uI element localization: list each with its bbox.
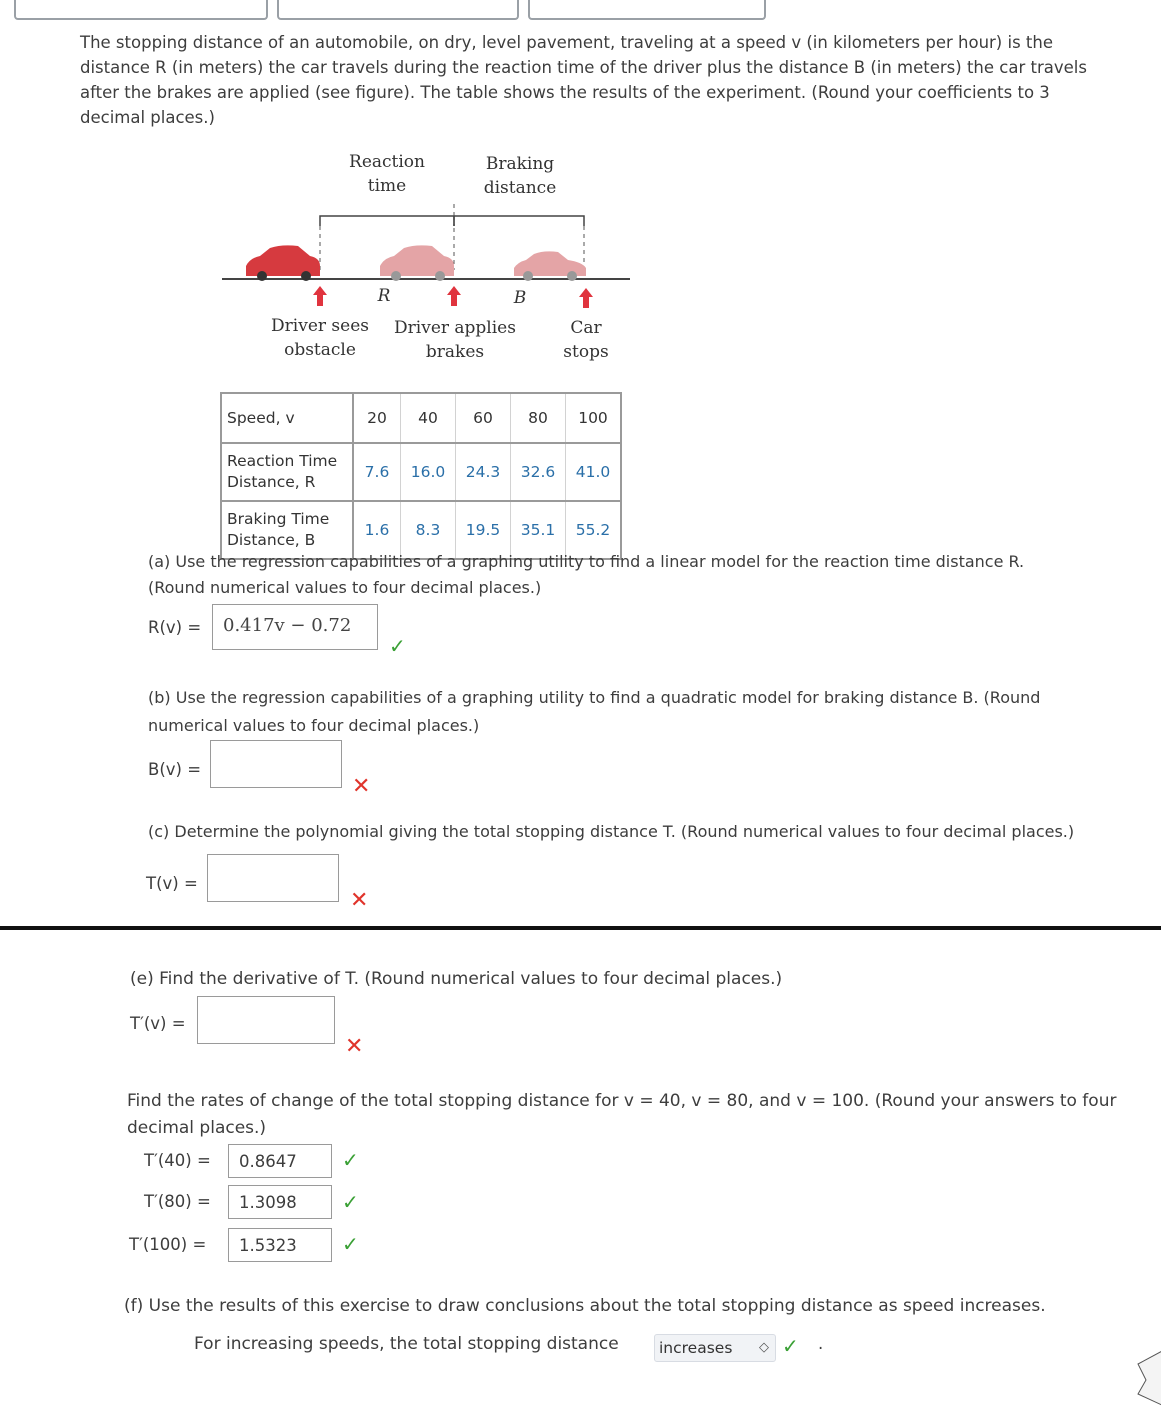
r-of-v-input[interactable] <box>212 604 378 650</box>
driver-sees-label: Driver sees obstacle <box>271 316 369 360</box>
t-prime-40-input[interactable]: 0.8647 <box>228 1144 332 1178</box>
t-prime-label: T′(v) = <box>130 1014 186 1033</box>
cross-icon: ✕ <box>345 1034 364 1059</box>
check-icon: ✓ <box>782 1334 799 1358</box>
table-cell: 8.3 <box>401 501 456 559</box>
table-row <box>221 443 621 501</box>
t-prime-input[interactable] <box>197 996 335 1044</box>
check-icon: ✓ <box>342 1190 359 1214</box>
table-cell: 80 <box>511 393 566 443</box>
part-e-question: (e) Find the derivative of T. (Round numerical values to four decimal places.) <box>130 969 783 989</box>
part-f-question: (f) Use the results of this exercise to draw conclusions about the total stopping distance as speed increases. <box>124 1296 1046 1316</box>
check-icon: ✓ <box>389 634 406 658</box>
table-cell: 7.6 <box>353 443 401 501</box>
b-of-v-input[interactable] <box>210 740 342 788</box>
b-of-v-label: B(v) = <box>148 760 202 779</box>
table-cell: 20 <box>353 393 401 443</box>
car-icon-2 <box>380 245 454 281</box>
table-cell: 16.0 <box>401 443 456 501</box>
part-a-question: (a) Use the regression capabilities of a graphing utility to find a linear model for the reaction time distance R. (Round numerical values to four decimal places.) <box>148 552 1025 597</box>
figure-diagram <box>210 200 650 300</box>
top-button-2[interactable] <box>277 0 519 20</box>
table-cell: 60 <box>456 393 511 443</box>
car-icon-1 <box>246 245 320 281</box>
r-of-v-label: R(v) = <box>148 618 202 637</box>
check-icon: ✓ <box>342 1148 359 1172</box>
row-header: Braking Time Distance, B <box>221 501 353 559</box>
car-icon-3 <box>514 251 586 281</box>
t-of-v-input[interactable] <box>207 854 339 902</box>
updown-arrow-icon: ◇ <box>759 1340 769 1355</box>
stopping-distance-select[interactable] <box>654 1334 776 1362</box>
mouse-pointer-icon <box>1134 1350 1161 1410</box>
driver-applies-label: Driver applies brakes <box>394 318 516 362</box>
arrow-up-icon-2 <box>447 286 461 306</box>
screenshot-divider <box>0 926 1161 930</box>
row-header: Speed, v <box>221 393 353 443</box>
cross-icon: ✕ <box>352 774 371 799</box>
t-of-v-label: T(v) = <box>146 874 198 893</box>
table-cell: 41.0 <box>566 443 622 501</box>
top-button-3[interactable] <box>528 0 766 20</box>
table-cell: 55.2 <box>566 501 622 559</box>
part-f-sentence: For increasing speeds, the total stopping distance <box>194 1334 619 1354</box>
car-stops-label: Car stops <box>563 318 609 362</box>
sentence-period: . <box>818 1334 824 1353</box>
check-icon: ✓ <box>342 1232 359 1256</box>
table-cell: 100 <box>566 393 622 443</box>
row-header: Reaction Time Distance, R <box>221 443 353 501</box>
top-button-1[interactable] <box>14 0 268 20</box>
experiment-table <box>220 392 622 560</box>
table-cell: 35.1 <box>511 501 566 559</box>
t-prime-100-label: T′(100) = <box>129 1235 207 1254</box>
b-marker: B <box>513 288 527 308</box>
problem-statement: The stopping distance of an automobile, on dry, level pavement, traveling at a speed v (in kilometers per hour) is the distance R (in meters) the car travels during the reaction time of the driver plus the distance B (in meters) the car travels after the brakes are applied (see figure). The table shows the results of the experiment. (Round your coefficients to 3 decimal places.) <box>80 33 1087 127</box>
table-row <box>221 393 621 443</box>
table-cell: 1.6 <box>353 501 401 559</box>
table-cell: 24.3 <box>456 443 511 501</box>
table-cell: 32.6 <box>511 443 566 501</box>
r-of-v-value: 0.417v − 0.72 <box>223 615 352 636</box>
t-prime-80-input[interactable]: 1.3098 <box>228 1185 332 1219</box>
t-prime-100-input[interactable]: 1.5323 <box>228 1228 332 1262</box>
select-value: increases <box>659 1339 733 1357</box>
part-c-question: (c) Determine the polynomial giving the total stopping distance T. (Round numerical values to four decimal places.) <box>148 822 1075 841</box>
r-marker: R <box>377 286 391 306</box>
arrow-up-icon-1 <box>313 286 327 306</box>
arrow-up-icon-3 <box>579 288 593 308</box>
braking-distance-label: Braking distance <box>483 154 557 198</box>
table-cell: 19.5 <box>456 501 511 559</box>
table-cell: 40 <box>401 393 456 443</box>
rates-question: Find the rates of change of the total stopping distance for v = 40, v = 80, and v = 100. (Round your answers to four decimal places.) <box>127 1091 1117 1138</box>
t-prime-40-label: T′(40) = <box>144 1151 211 1170</box>
cross-icon: ✕ <box>350 888 369 913</box>
t-prime-80-label: T′(80) = <box>144 1192 211 1211</box>
reaction-time-label: Reaction time <box>349 152 425 196</box>
part-b-question: (b) Use the regression capabilities of a graphing utility to find a quadratic model for braking distance B. (Round numerical values to four decimal places.) <box>148 688 1041 735</box>
